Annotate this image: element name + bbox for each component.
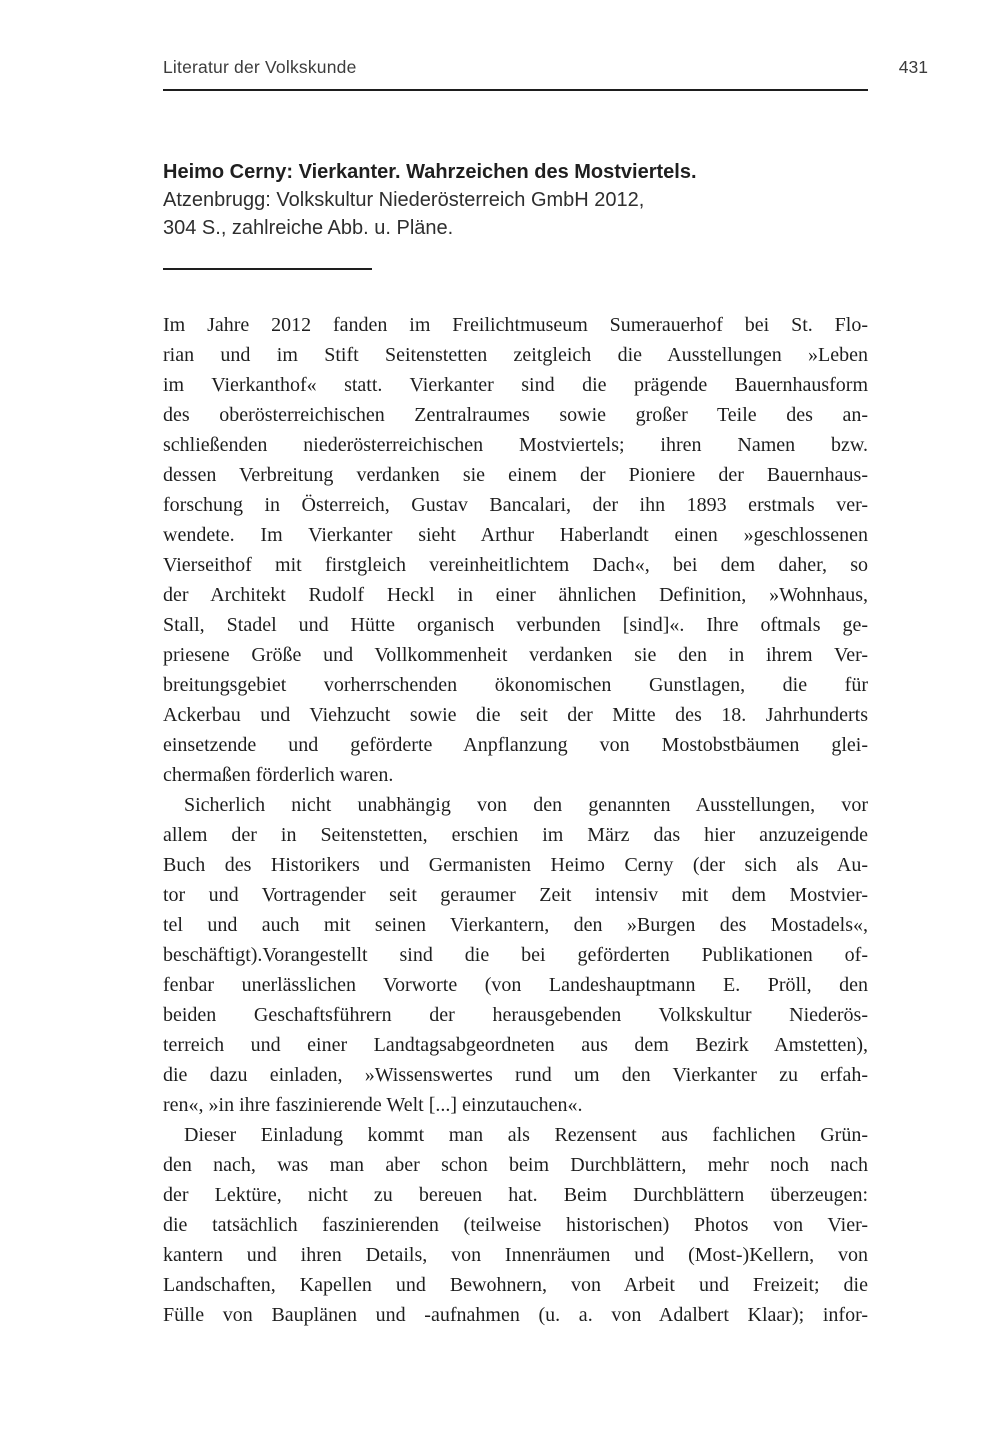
body-line: der Architekt Rudolf Heckl in einer ähnlichen Definition, »Wohnhaus,	[163, 584, 868, 606]
body-line: ren«, »in ihre faszinierende Welt [...] einzutauchen«.	[163, 1094, 583, 1116]
review-body	[163, 310, 868, 1330]
body-line: Ackerbau und Viehzucht sowie die seit der Mitte des 18. Jahrhunderts	[163, 704, 868, 726]
body-line: Fülle von Bauplänen und -aufnahmen (u. a. von Adalbert Klaar); infor-	[163, 1304, 868, 1326]
body-line: priesene Größe und Vollkommenheit verdanken sie den in ihrem Ver-	[163, 644, 868, 666]
body-line: chermaßen förderlich waren.	[163, 764, 394, 786]
body-line: tor und Vortragender seit geraumer Zeit intensiv mit dem Mostvier-	[163, 884, 868, 906]
body-line: beschäftigt).Vorangestellt sind die bei geförderten Publikationen of-	[163, 944, 868, 966]
body-line: Im Jahre 2012 fanden im Freilichtmuseum Sumerauerhof bei St. Flo-	[163, 314, 868, 336]
body-line: wendete. Im Vierkanter sieht Arthur Haberlandt einen »geschlossenen	[163, 524, 868, 546]
body-line: die tatsächlich faszinierenden (teilweise historischen) Photos von Vier-	[163, 1214, 868, 1236]
header-rule	[163, 89, 868, 91]
running-head-title: Literatur der Volkskunde	[163, 57, 357, 77]
body-line: Stall, Stadel und Hütte organisch verbunden [sind]«. Ihre oftmals ge-	[163, 614, 868, 636]
paragraph-2	[163, 790, 868, 1120]
body-line: terreich und einer Landtagsabgeordneten aus dem Bezirk Amstetten),	[163, 1034, 868, 1056]
body-line: Vierseithof mit firstgleich vereinheitlichtem Dach«, bei dem daher, so	[163, 554, 868, 576]
body-line: forschung in Österreich, Gustav Bancalari, der ihn 1893 erstmals ver-	[163, 494, 868, 516]
review-heading-block	[163, 158, 868, 242]
body-line: Dieser Einladung kommt man als Rezensent aus fachlichen Grün-	[184, 1124, 868, 1146]
body-line: beiden Geschaftsführern der herausgebenden Volkskultur Niederös-	[163, 1004, 868, 1026]
body-line: tel und auch mit seinen Vierkantern, den »Burgen des Mostadels«,	[163, 914, 868, 936]
body-line: schließenden niederösterreichischen Mostviertels; ihren Namen bzw.	[163, 434, 868, 456]
body-line: Landschaften, Kapellen und Bewohnern, von Arbeit und Freizeit; die	[163, 1274, 868, 1296]
body-line: fenbar unerlässlichen Vorworte (von Landeshauptmann E. Pröll, den	[163, 974, 868, 996]
body-line: kantern und ihren Details, von Innenräumen und (Most-)Kellern, von	[163, 1244, 868, 1266]
body-line: die dazu einladen, »Wissenswertes rund um den Vierkanter zu erfah-	[163, 1064, 868, 1086]
body-line: der Lektüre, nicht zu bereuen hat. Beim Durchblättern überzeugen:	[163, 1184, 868, 1206]
review-title: Heimo Cerny: Vierkanter. Wahrzeichen des Mostviertels.	[163, 161, 697, 183]
body-line: Buch des Historikers und Germanisten Heimo Cerny (der sich als Au-	[163, 854, 868, 876]
page-number: 431	[898, 57, 928, 77]
body-line: dessen Verbreitung verdanken sie einem der Pioniere der Bauernhaus-	[163, 464, 868, 486]
body-line: im Vierkanthof« statt. Vierkanter sind die prägende Bauernhausform	[163, 374, 868, 396]
body-line: allem der in Seitenstetten, erschien im März das hier anzuzeigende	[163, 824, 868, 846]
body-line: des oberösterreichischen Zentralraumes sowie großer Teile des an-	[163, 404, 868, 426]
heading-separator-rule	[163, 268, 372, 270]
review-details-line: 304 S., zahlreiche Abb. u. Pläne.	[163, 217, 454, 239]
paragraph-1	[163, 310, 868, 790]
body-line: rian und im Stift Seitenstetten zeitgleich die Ausstellungen »Leben	[163, 344, 868, 366]
body-line: Sicherlich nicht unabhängig von den genannten Ausstellungen, vor	[184, 794, 868, 816]
body-line: den nach, was man aber schon beim Durchblättern, mehr noch nach	[163, 1154, 868, 1176]
paragraph-3	[163, 1120, 868, 1330]
review-publisher-line: Atzenbrugg: Volkskultur Niederösterreich GmbH 2012,	[163, 189, 645, 211]
body-line: breitungsgebiet vorherrschenden ökonomischen Gunstlagen, die für	[163, 674, 868, 696]
body-line: einsetzende und geförderte Anpflanzung von Mostobstbäumen glei-	[163, 734, 868, 756]
